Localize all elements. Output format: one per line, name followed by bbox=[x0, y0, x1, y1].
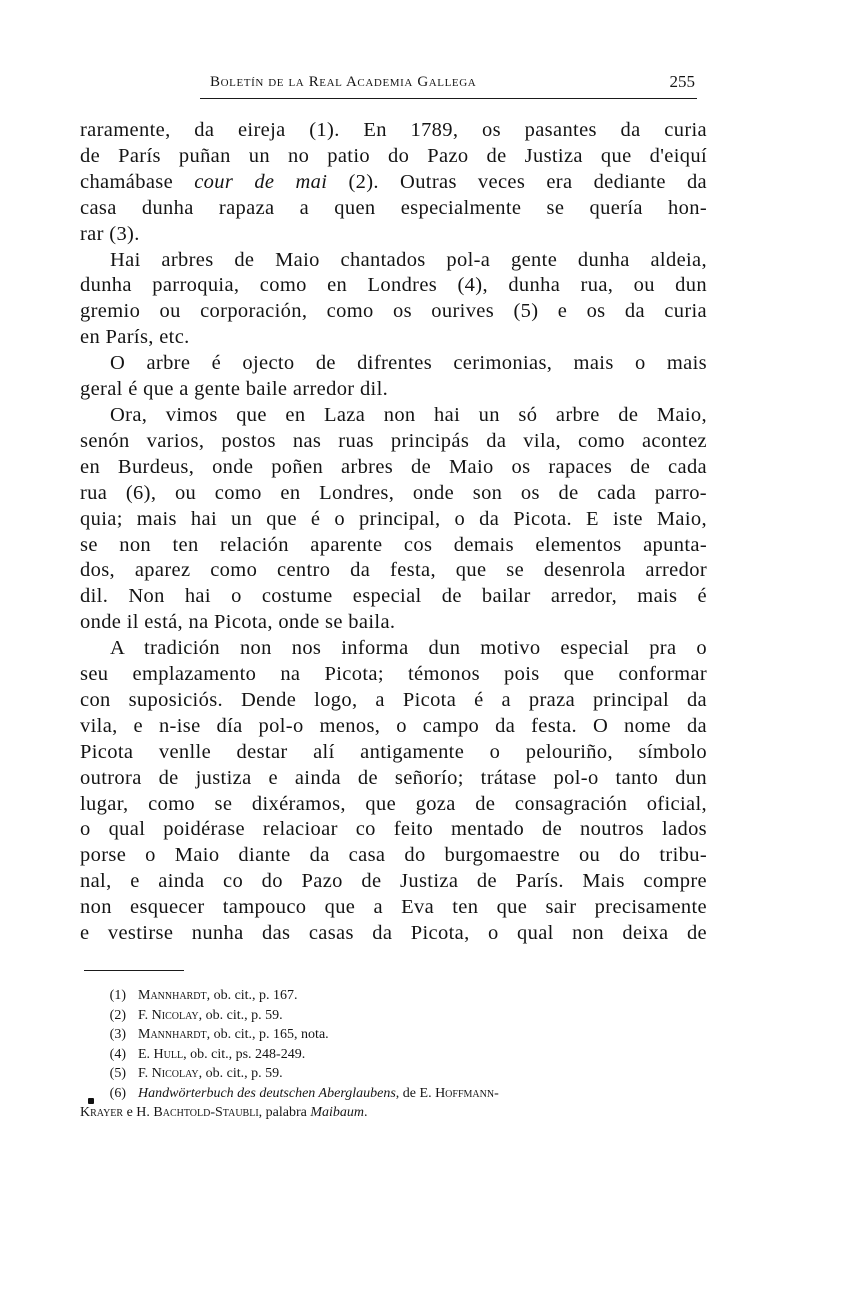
footnote-number: (2) bbox=[109, 1007, 126, 1023]
footnote-text: , ob. cit., p. 167. bbox=[206, 988, 298, 1003]
footnote-text: . bbox=[364, 1105, 368, 1120]
footnote bbox=[80, 1025, 710, 1045]
header-title: Boletín de la Real Academia Gallega bbox=[210, 74, 477, 90]
footnote-author: Krayer bbox=[80, 1105, 124, 1120]
footnote-title: Handwörterbuch des deutschen Aberglaubens bbox=[138, 1085, 396, 1101]
footnote-author: Bachtold-Staubli bbox=[153, 1105, 259, 1120]
text-line: rar (3). bbox=[80, 222, 140, 245]
text-line: e vestirse nunha das casas da Picota, o qual non deixa de bbox=[80, 922, 707, 945]
footnote-rule bbox=[84, 970, 184, 971]
italic-phrase: cour de mai bbox=[194, 170, 328, 193]
footnote-author: F. Nicolay bbox=[138, 1066, 199, 1081]
text-line: Picota venlle destar alí antigamente o pelouriño, símbolo bbox=[80, 740, 707, 763]
text-line: gremio ou corporación, como os ourives (5) e os da curia bbox=[80, 300, 707, 323]
text-line: A tradición non nos informa dun motivo especial pra o bbox=[110, 637, 707, 660]
text-segment: chamábase bbox=[80, 170, 195, 193]
text-line: dil. Non hai o costume especial de bailar arredor, mais é bbox=[80, 585, 707, 608]
footnote-italic: Maibaum bbox=[310, 1105, 365, 1120]
footnote-author: Hoffmann- bbox=[435, 1085, 499, 1101]
footnote bbox=[80, 1064, 710, 1084]
footnote-continuation bbox=[80, 1103, 710, 1123]
page-number: 255 bbox=[669, 72, 695, 91]
footnote-number: (6) bbox=[109, 1085, 126, 1101]
text-line bbox=[80, 170, 707, 196]
footnotes bbox=[80, 986, 710, 1123]
text-line: dunha parroquia, como en Londres (4), dunha rua, ou dun bbox=[80, 274, 707, 297]
text-line: non esquecer tampouco que a Eva ten que sair precisamente bbox=[80, 896, 707, 919]
text-line: porse o Maio diante da casa do burgomaestre ou do tribu- bbox=[80, 844, 707, 867]
text-line: de París puñan un no patio do Pazo de Justiza que d'eiquí bbox=[80, 144, 707, 167]
footnote bbox=[80, 986, 710, 1006]
text-line: vila, e n-ise día pol-o menos, o campo da festa. O nome da bbox=[80, 714, 707, 737]
footnote-number: (4) bbox=[109, 1046, 126, 1062]
footnote-number: (3) bbox=[109, 1027, 126, 1042]
footnote-author: E. Hull bbox=[138, 1046, 184, 1062]
paragraph bbox=[80, 636, 707, 947]
text-segment: (2). Outras veces era dediante da bbox=[327, 170, 707, 193]
text-line: rua (6), ou como en Londres, onde son os de cada parro- bbox=[80, 481, 707, 504]
text-line: outrora de justiza e ainda de señorío; trátase pol-o tanto dun bbox=[80, 766, 707, 789]
paragraph bbox=[80, 403, 707, 636]
footnote-number: (1) bbox=[109, 988, 126, 1003]
footnote-text: , palabra bbox=[258, 1105, 311, 1120]
text-line: O arbre é ojecto de difrentes cerimonias, mais o mais bbox=[110, 352, 707, 375]
text-line: casa dunha rapaza a quen especialmente se quería hon- bbox=[80, 196, 707, 219]
paragraph bbox=[80, 118, 707, 248]
text-line: se non ten relación aparente cos demais elementos apunta- bbox=[80, 533, 707, 556]
text-line: en Burdeus, onde poñen arbres de Maio os rapaces de cada bbox=[80, 455, 707, 478]
text-line: quia; mais hai un que é o principal, o da Picota. E iste Maio, bbox=[80, 507, 707, 530]
text-line: dos, aparez como centro da festa, que se desenrola arredor bbox=[80, 559, 707, 582]
footnote bbox=[80, 1045, 710, 1065]
text-line: seu emplazamento na Picota; témonos pois que conformar bbox=[80, 663, 707, 686]
footnote-text: e H. bbox=[123, 1105, 154, 1120]
text-line: lugar, como se dixéramos, que goza de consagración oficial, bbox=[80, 792, 707, 815]
paragraph bbox=[80, 248, 707, 352]
footnote bbox=[80, 1084, 710, 1104]
text-line: o qual poidérase relacioar co feito mentado de noutros lados bbox=[80, 818, 707, 841]
text-line: con suposiciós. Dende logo, a Picota é a praza principal da bbox=[80, 688, 707, 711]
footnote bbox=[80, 1006, 710, 1026]
footnote-text: , ob. cit., p. 59. bbox=[198, 1066, 283, 1081]
footnote-author: Mannhardt bbox=[138, 988, 207, 1003]
body-text bbox=[80, 118, 707, 947]
text-line: Hai arbres de Maio chantados pol-a gente dunha aldeia, bbox=[110, 248, 707, 271]
footnote-author: Mannhardt bbox=[138, 1027, 207, 1042]
text-line: geral é que a gente baile arredor dil. bbox=[80, 378, 389, 401]
footnote-text: , de E. bbox=[395, 1085, 436, 1101]
footnote-author: F. Nicolay bbox=[138, 1007, 199, 1023]
text-line: raramente, da eireja (1). En 1789, os pasantes da curia bbox=[80, 119, 707, 141]
footnote-text: , ob. cit., p. 59. bbox=[198, 1007, 283, 1023]
footnote-text: , ob. cit., p. 165, nota. bbox=[206, 1027, 329, 1042]
running-header bbox=[200, 72, 697, 99]
paragraph bbox=[80, 351, 707, 403]
text-line: onde il está, na Picota, onde se baila. bbox=[80, 611, 396, 634]
footnote-text: , ob. cit., ps. 248-249. bbox=[183, 1046, 306, 1062]
footnote-number: (5) bbox=[109, 1066, 126, 1081]
text-line: en París, etc. bbox=[80, 326, 190, 349]
text-line: Ora, vimos que en Laza non hai un só arbre de Maio, bbox=[110, 403, 707, 426]
text-line: senón varios, postos nas ruas principás da vila, como acontez bbox=[80, 429, 707, 452]
text-line: nal, e ainda co do Pazo de Justiza de París. Mais compre bbox=[80, 870, 707, 893]
